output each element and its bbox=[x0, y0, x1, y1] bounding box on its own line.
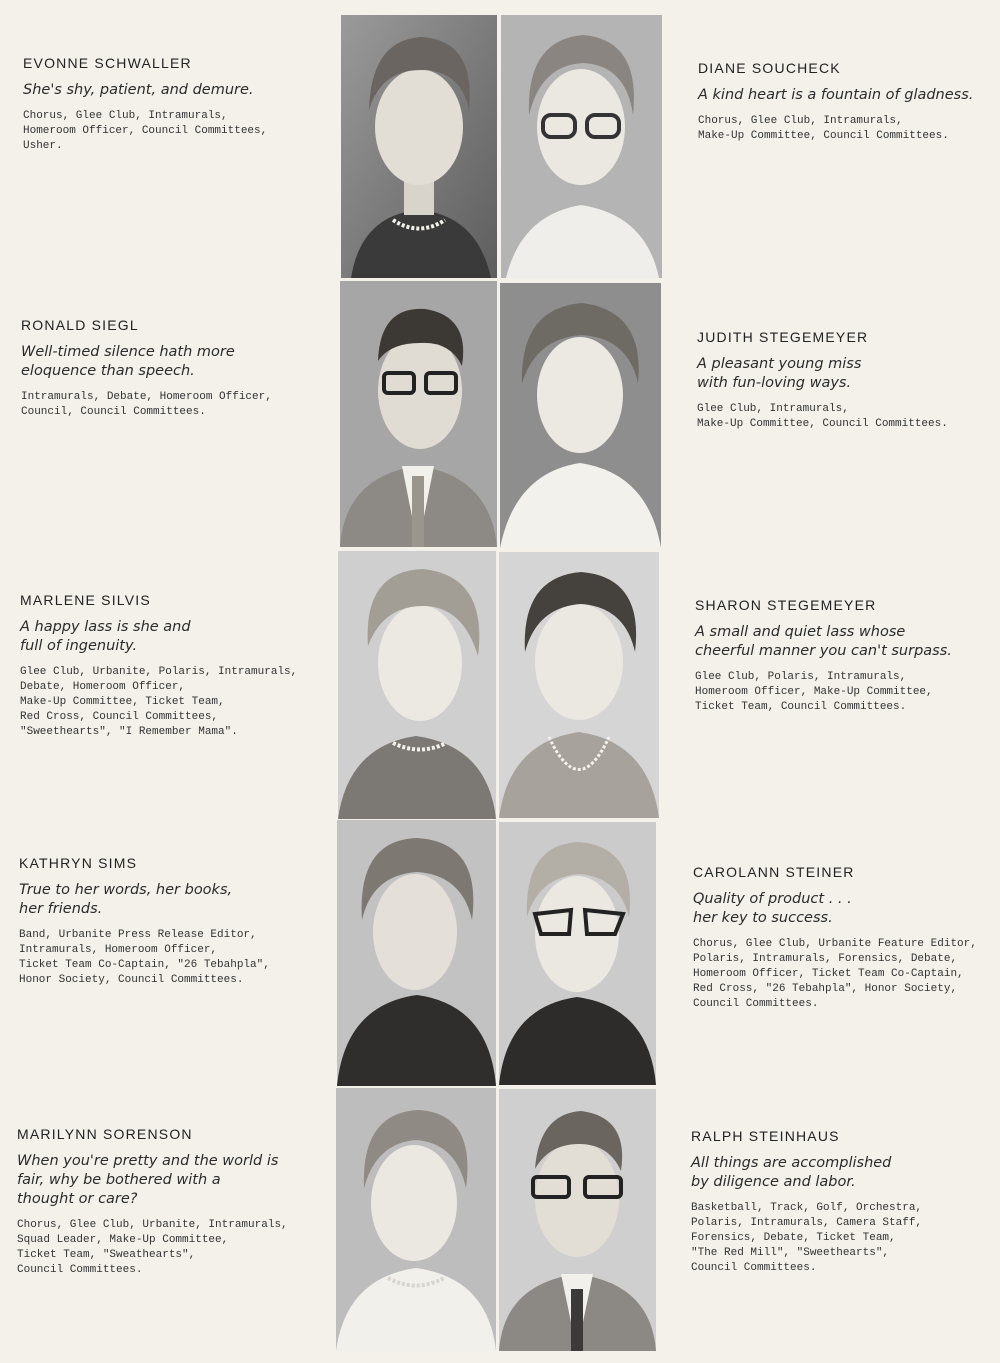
student-activities: Band, Urbanite Press Release Editor, Intramurals, Homeroom Officer, Ticket Team Co-Captain, "26 Tebahpla", Honor Society, Council Committees. bbox=[19, 929, 270, 986]
student-entry-soucheck bbox=[698, 60, 998, 144]
student-name: MARLENE SILVIS bbox=[20, 592, 151, 608]
portrait-photo bbox=[337, 820, 496, 1086]
portrait-photo bbox=[341, 15, 497, 278]
portrait-photo bbox=[338, 551, 496, 819]
student-name: RALPH STEINHAUS bbox=[691, 1128, 840, 1144]
student-name: JUDITH STEGEMEYER bbox=[697, 329, 869, 345]
portrait-photo bbox=[500, 283, 661, 548]
student-motto: Quality of product . . . her key to success. bbox=[693, 891, 852, 926]
student-motto: A small and quiet lass whose cheerful manner you can't surpass. bbox=[695, 624, 952, 659]
student-motto: All things are accomplished by diligence and labor. bbox=[691, 1155, 892, 1190]
student-name: RONALD SIEGL bbox=[21, 317, 139, 333]
student-motto: True to her words, her books, her friends. bbox=[19, 882, 233, 917]
student-name: MARILYNN SORENSON bbox=[17, 1126, 193, 1142]
student-name: DIANE SOUCHECK bbox=[698, 60, 841, 76]
student-name: SHARON STEGEMEYER bbox=[695, 597, 877, 613]
portrait-photo bbox=[336, 1088, 496, 1351]
student-entry-siegl bbox=[21, 317, 321, 420]
student-activities: Chorus, Glee Club, Urbanite Feature Editor, Polaris, Intramurals, Forensics, Debate, Homeroom Officer, Ticket Team Co-Captain, Red Cross, "26 Tebahpla", Honor Society, Council Committees. bbox=[693, 938, 977, 1010]
student-activities: Glee Club, Polaris, Intramurals, Homeroom Officer, Make-Up Committee, Ticket Team, Council Committees. bbox=[695, 671, 933, 713]
student-activities: Glee Club, Urbanite, Polaris, Intramurals, Debate, Homeroom Officer, Make-Up Committee, Ticket Team, Red Cross, Council Committees, "Sweethearts", "I Remember Mama". bbox=[20, 666, 298, 738]
student-entry-steiner bbox=[693, 864, 993, 1012]
student-activities: Glee Club, Intramurals, Make-Up Committee, Council Committees. bbox=[697, 403, 948, 430]
student-motto: She's shy, patient, and demure. bbox=[23, 82, 254, 98]
student-entry-sims bbox=[19, 855, 319, 988]
student-activities: Chorus, Glee Club, Intramurals, Make-Up Committee, Council Committees. bbox=[698, 115, 949, 142]
student-motto: A happy lass is she and full of ingenuity. bbox=[20, 619, 191, 654]
student-activities: Chorus, Glee Club, Intramurals, Homeroom Officer, Council Committees, Usher. bbox=[23, 110, 268, 152]
student-entry-schwaller bbox=[23, 55, 323, 154]
portrait-photo bbox=[499, 822, 656, 1085]
student-activities: Chorus, Glee Club, Urbanite, Intramurals, Squad Leader, Make-Up Committee, Ticket Team, "Sweathearts", Council Committees. bbox=[17, 1219, 288, 1276]
portrait-photo bbox=[499, 552, 659, 818]
portrait-photo bbox=[340, 281, 497, 547]
student-activities: Basketball, Track, Golf, Orchestra, Polaris, Intramurals, Camera Staff, Forensics, Debate, Ticket Team, "The Red Mill", "Sweethearts", Council Committees. bbox=[691, 1202, 923, 1274]
student-motto: Well-timed silence hath more eloquence than speech. bbox=[21, 344, 235, 379]
student-entry-silvis bbox=[20, 592, 320, 740]
student-motto: A kind heart is a fountain of gladness. bbox=[698, 87, 974, 103]
student-motto: A pleasant young miss with fun-loving ways. bbox=[697, 356, 862, 391]
student-entry-steinhaus bbox=[691, 1128, 991, 1276]
student-name: EVONNE SCHWALLER bbox=[23, 55, 192, 71]
student-entry-sharon-stegemeyer bbox=[695, 597, 995, 715]
student-activities: Intramurals, Debate, Homeroom Officer, Council, Council Committees. bbox=[21, 391, 272, 418]
student-name: KATHRYN SIMS bbox=[19, 855, 138, 871]
portrait-photo bbox=[501, 15, 662, 278]
student-entry-judith-stegemeyer bbox=[697, 329, 997, 432]
portrait-photo bbox=[499, 1089, 656, 1351]
student-motto: When you're pretty and the world is fair, why be bothered with a thought or care? bbox=[17, 1153, 279, 1207]
student-entry-sorenson bbox=[17, 1126, 317, 1278]
student-name: CAROLANN STEINER bbox=[693, 864, 855, 880]
